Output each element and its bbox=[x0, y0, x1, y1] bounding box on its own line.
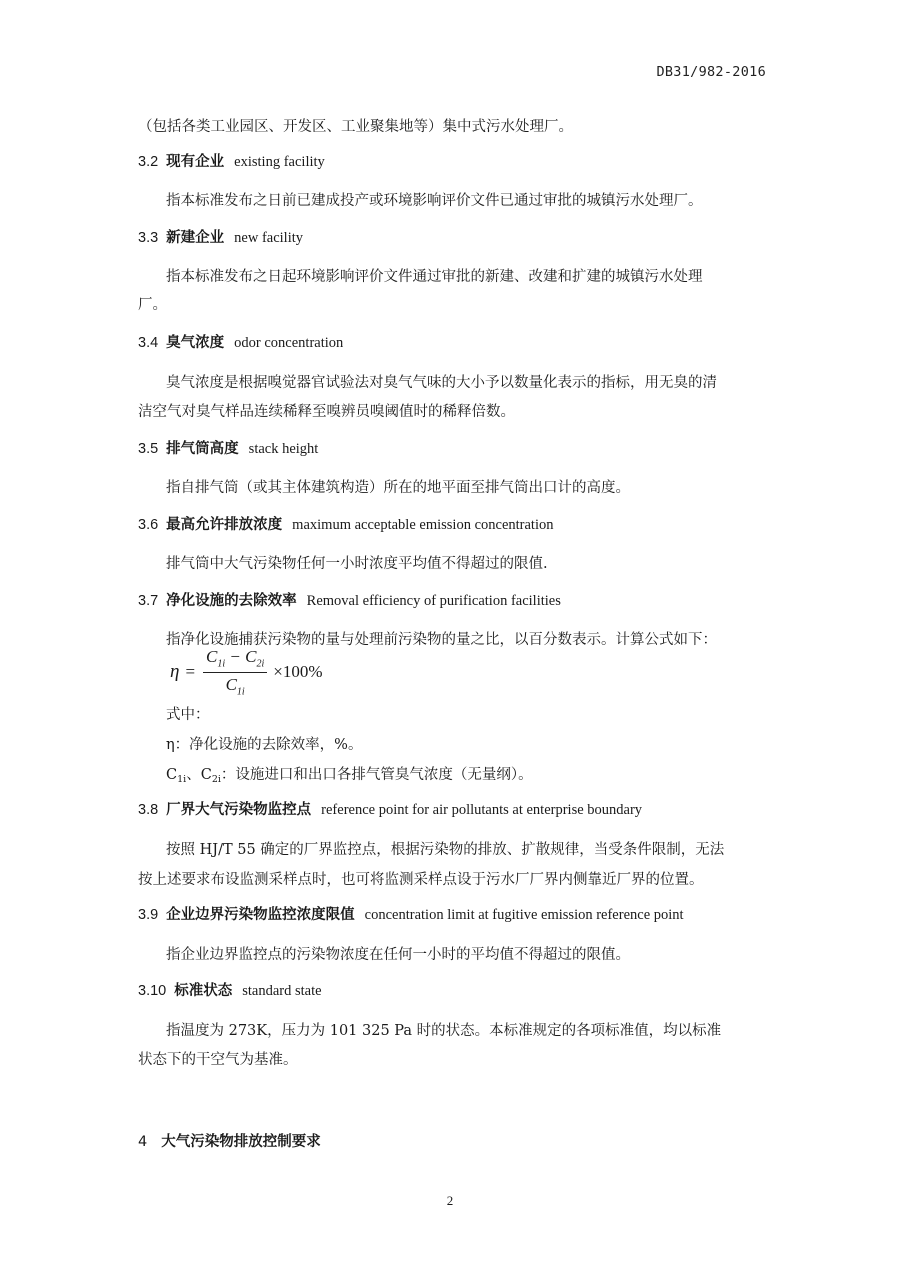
formula-numerator: $C_{1i} - C_{2i}$ bbox=[206, 647, 265, 670]
definition-text: 指本标准发布之日前已建成投产或环境影响评价文件已通过审批的城镇污水处理厂。 bbox=[166, 193, 703, 209]
formula-fraction bbox=[203, 647, 267, 697]
term-zh: 臭气浓度 bbox=[166, 335, 225, 351]
definition-text: 洁空气对臭气样品连续稀释至嗅辨员嗅阈值时的稀释倍数。 bbox=[138, 404, 515, 420]
term-en: standard state bbox=[242, 983, 322, 999]
section-heading-3-6 bbox=[138, 516, 553, 535]
section-number: 3.2 bbox=[138, 154, 159, 170]
definition-text: 指自排气筒（或其主体建筑构造）所在的地平面至排气筒出口计的高度。 bbox=[166, 480, 630, 496]
section-number: 3.9 bbox=[138, 907, 159, 923]
term-en: concentration limit at fugitive emission reference point bbox=[364, 907, 684, 923]
section-number: 4 bbox=[138, 1134, 148, 1150]
term-en: stack height bbox=[248, 441, 319, 457]
term-en: Removal efficiency of purification facilities bbox=[306, 593, 561, 609]
section-number: 3.7 bbox=[138, 593, 159, 609]
variable-definition: η：净化设施的去除效率，%。 bbox=[166, 737, 363, 753]
section-number: 3.6 bbox=[138, 517, 159, 533]
term-zh: 新建企业 bbox=[166, 230, 225, 246]
term-en: maximum acceptable emission concentration bbox=[292, 517, 554, 533]
term-en: existing facility bbox=[234, 154, 325, 170]
section-title: 大气污染物排放控制要求 bbox=[161, 1134, 321, 1150]
section-number: 3.3 bbox=[138, 230, 159, 246]
term-zh: 净化设施的去除效率 bbox=[166, 593, 297, 609]
section-heading-4 bbox=[138, 1130, 321, 1151]
definition-text: 排气筒中大气污染物任何一小时浓度平均值不得超过的限值. bbox=[166, 556, 548, 572]
definition-text: 指企业边界监控点的污染物浓度在任何一小时的平均值不得超过的限值。 bbox=[166, 947, 630, 963]
section-heading-3-5 bbox=[138, 440, 318, 459]
paragraph-line: （包括各类工业园区、开发区、工业聚集地等）集中式污水处理厂。 bbox=[138, 119, 573, 135]
formula-where-label: 式中： bbox=[166, 707, 210, 723]
term-en: new facility bbox=[234, 230, 304, 246]
section-number: 3.10 bbox=[138, 983, 167, 999]
term-zh: 现有企业 bbox=[166, 154, 225, 170]
term-zh: 排气筒高度 bbox=[166, 441, 239, 457]
term-en: odor concentration bbox=[234, 335, 344, 351]
section-heading-3-3 bbox=[138, 229, 303, 248]
variable-definition: $C_{1i}$、$C_{2i}$：设施进口和出口各排气管臭气浓度（无量纲）。 bbox=[166, 767, 533, 785]
definition-text: 臭气浓度是根据嗅觉器官试验法对臭气气味的大小予以数量化表示的指标，用无臭的清 bbox=[166, 375, 717, 391]
definition-text: 按照 HJ/T 55 确定的厂界监控点，根据污染物的排放、扩散规律，当受条件限制，无法 bbox=[166, 842, 725, 858]
section-heading-3-8 bbox=[138, 801, 642, 820]
term-zh: 厂界大气污染物监控点 bbox=[166, 802, 312, 818]
section-number: 3.5 bbox=[138, 441, 159, 457]
definition-text: 厂。 bbox=[138, 297, 167, 313]
definition-text: 指净化设施捕获污染物的量与处理前污染物的量之比，以百分数表示。计算公式如下： bbox=[166, 632, 717, 648]
section-heading-3-2 bbox=[138, 153, 325, 172]
section-heading-3-7 bbox=[138, 592, 561, 611]
formula-eta: η bbox=[170, 661, 180, 682]
fraction-bar bbox=[203, 672, 267, 673]
term-zh: 最高允许排放浓度 bbox=[166, 517, 283, 533]
section-heading-3-9 bbox=[138, 906, 684, 925]
term-zh: 标准状态 bbox=[174, 983, 233, 999]
definition-text: 状态下的干空气为基准。 bbox=[138, 1052, 298, 1068]
efficiency-formula bbox=[170, 648, 323, 696]
page-number: 2 bbox=[446, 1193, 454, 1208]
section-heading-3-10 bbox=[138, 982, 322, 1001]
section-number: 3.4 bbox=[138, 335, 159, 351]
definition-text: 指本标准发布之日起环境影响评价文件通过审批的新建、改建和扩建的城镇污水处理 bbox=[166, 269, 703, 285]
formula-percent: ×100% bbox=[273, 662, 323, 681]
definition-text: 按上述要求布设监测采样点时，也可将监测采样点设于污水厂厂界内侧靠近厂界的位置。 bbox=[138, 872, 704, 888]
term-en: reference point for air pollutants at enterprise boundary bbox=[321, 802, 643, 818]
section-heading-3-4 bbox=[138, 334, 343, 353]
section-number: 3.8 bbox=[138, 802, 159, 818]
standard-code: DB31/982-2016 bbox=[656, 64, 766, 80]
term-zh: 企业边界污染物监控浓度限值 bbox=[166, 907, 355, 923]
formula-denominator: $C_{1i}$ bbox=[225, 674, 245, 697]
formula-equals: = bbox=[185, 662, 196, 681]
definition-text: 指温度为 273K，压力为 101 325 Pa 时的状态。本标准规定的各项标准值，均以标准 bbox=[166, 1023, 722, 1039]
